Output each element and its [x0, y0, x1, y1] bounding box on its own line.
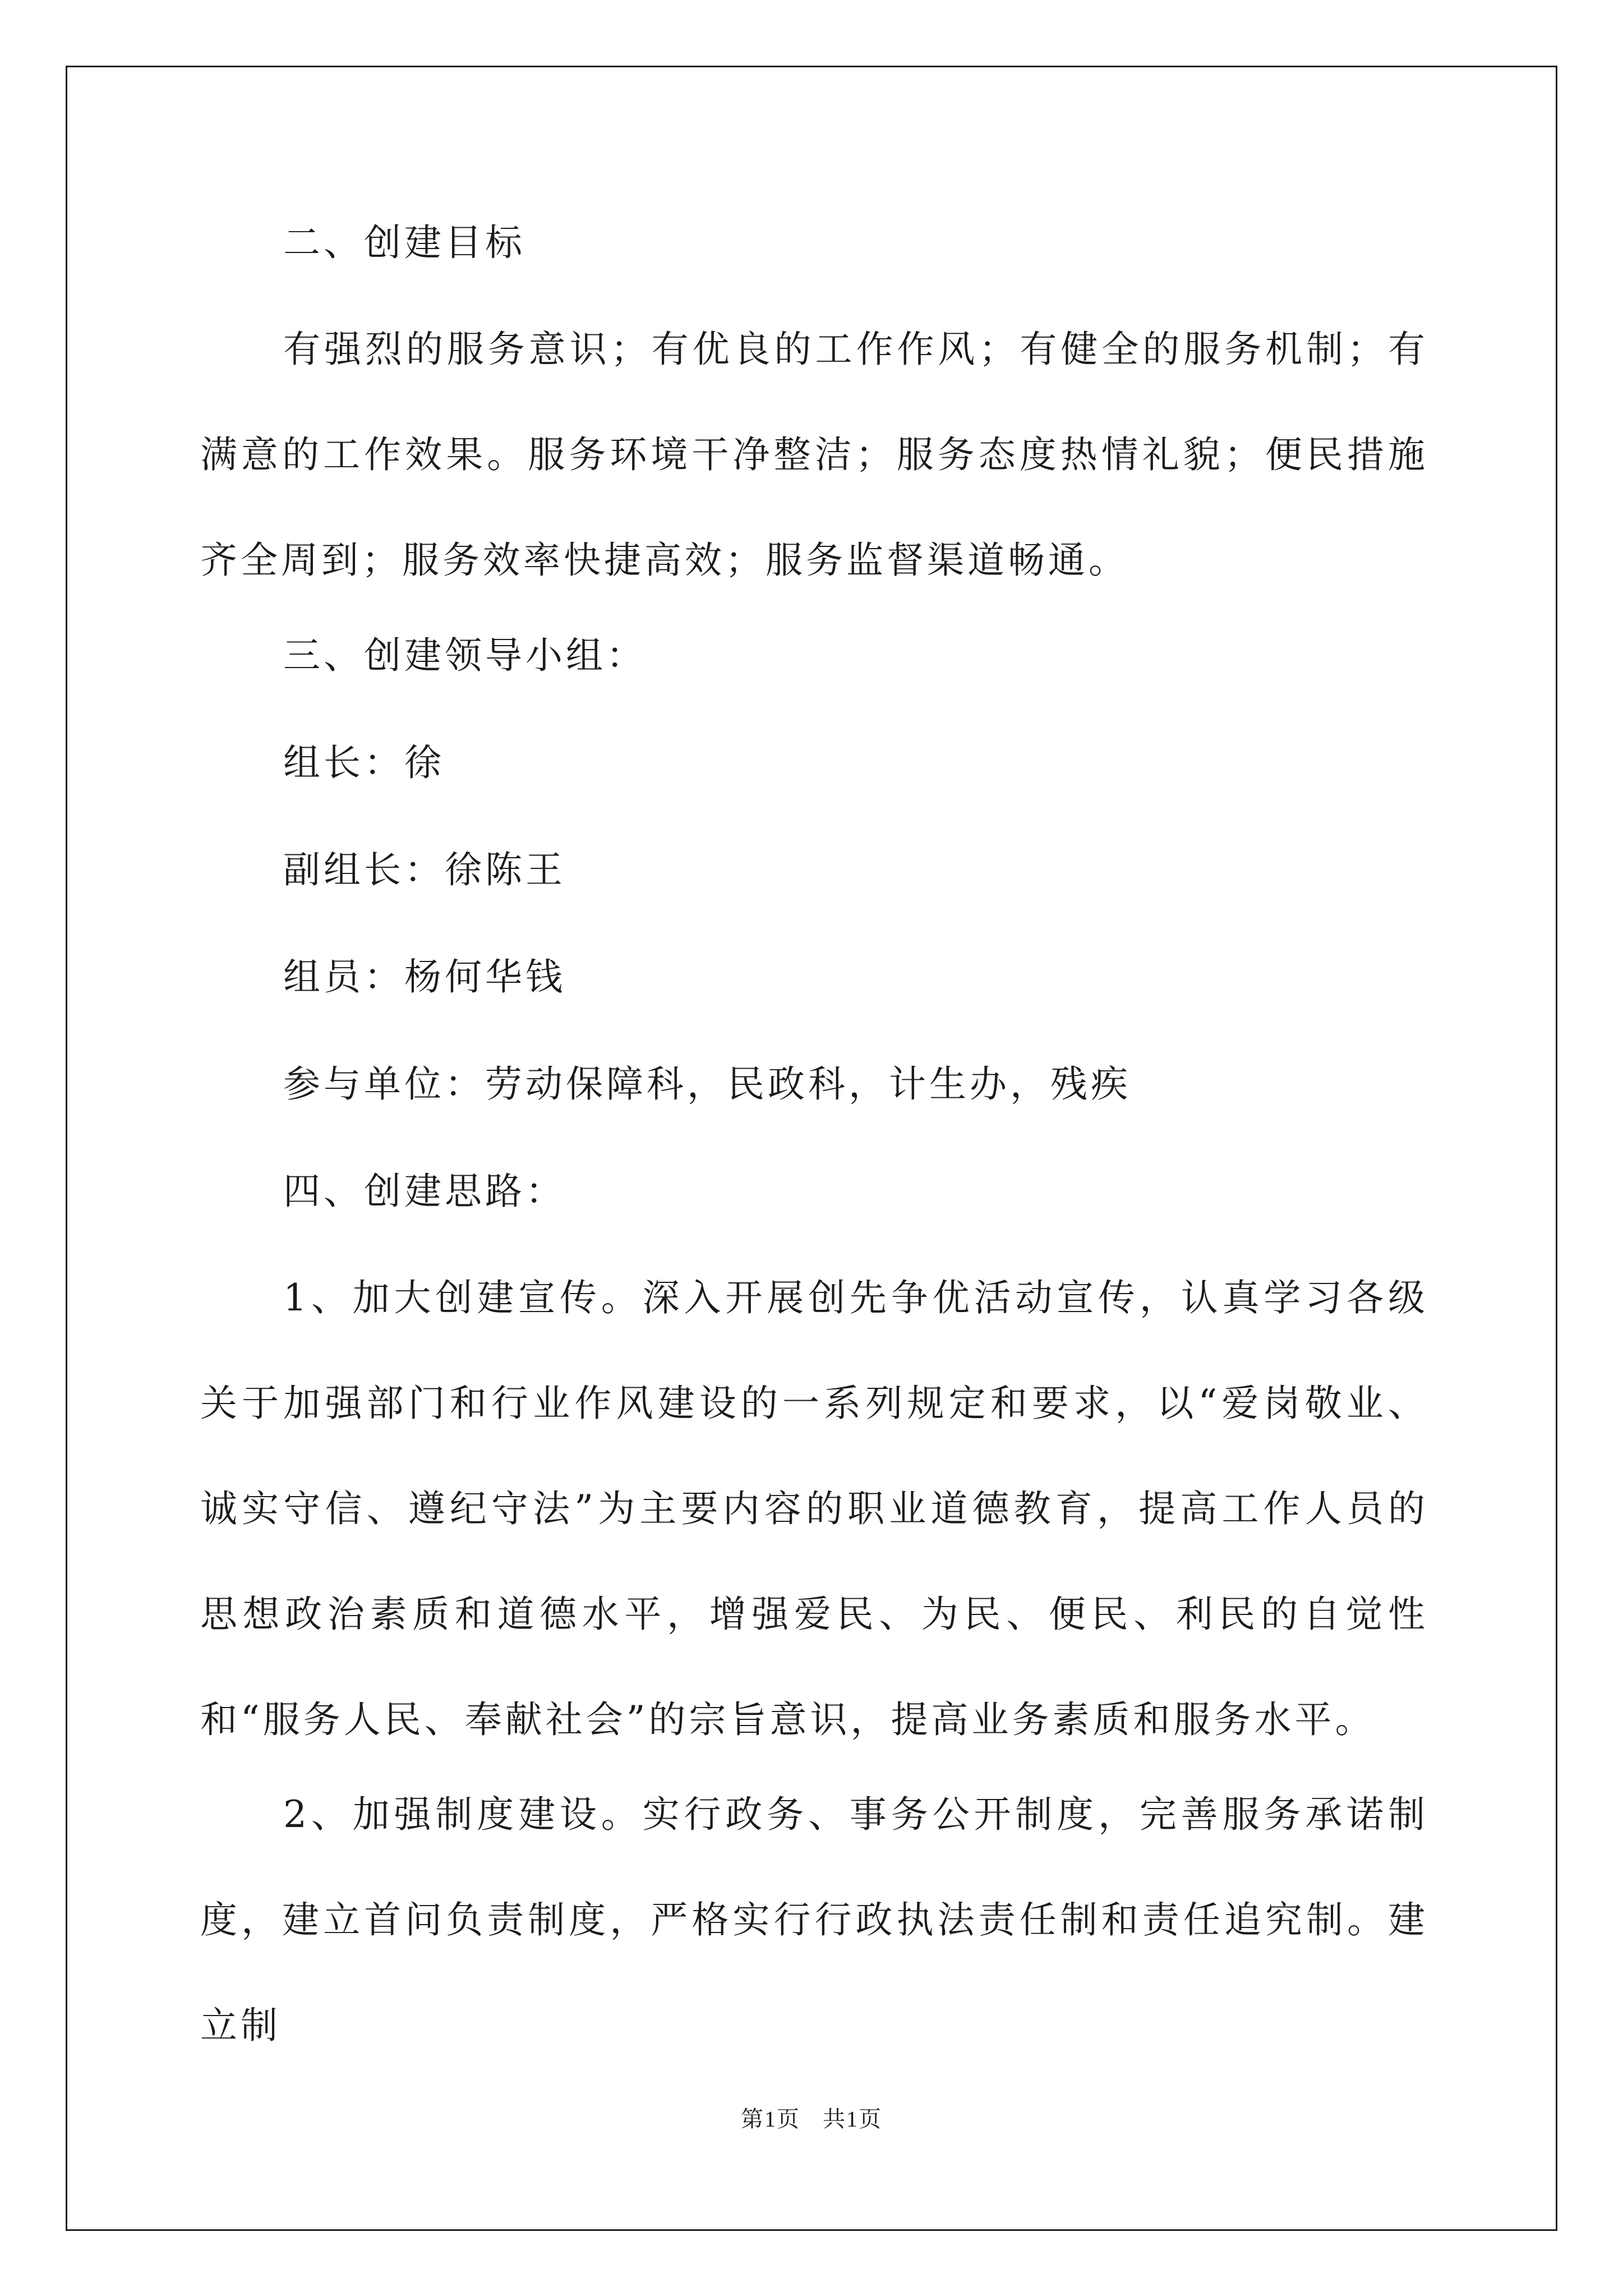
document-body [200, 216, 1428, 2094]
section-heading-approach: 四、创建思路： [283, 1170, 566, 1213]
members-line: 组员：杨何华钱 [283, 955, 566, 999]
paragraph-publicity: 1、加大创建宣传。深入开展创先争优活动宣传，认真学习各级关于加强部门和行业作风建设的一系列规定和要求，以“爱岗敬业、诚实守信、遵纪守法”为主要内容的职业道德教育，提高工作人员的思想政治素质和道德水平，增强爱民、为民、便民、利民的自觉性和“服务人民、奉献社会”的宗旨意识，提高业务素质和服务水平。 [200, 1276, 1428, 1741]
page-number: 第1页 [741, 2106, 800, 2132]
participating-units-line: 参与单位：劳动保障科，民政科，计生办，残疾 [283, 1062, 1131, 1106]
paragraph-goals: 有强烈的服务意识；有优良的工作作风；有健全的服务机制；有满意的工作效果。服务环境干净整洁；服务态度热情礼貌；便民措施齐全周到；服务效率快捷高效；服务监督渠道畅通。 [200, 328, 1428, 582]
section-heading-leadership: 三、创建领导小组： [283, 634, 647, 677]
section-heading-goals: 二、创建目标 [283, 221, 525, 264]
leader-line: 组长：徐 [283, 741, 445, 784]
paragraph-system-building: 2、加强制度建设。实行政务、事务公开制度，完善服务承诺制度，建立首问负责制度，严格实行行政执法责任制和责任追究制。建立制 [200, 1793, 1428, 2047]
deputy-leader-line: 副组长：徐陈王 [283, 848, 566, 891]
page-total: 共1页 [823, 2106, 882, 2132]
page-footer [0, 2101, 1623, 2133]
